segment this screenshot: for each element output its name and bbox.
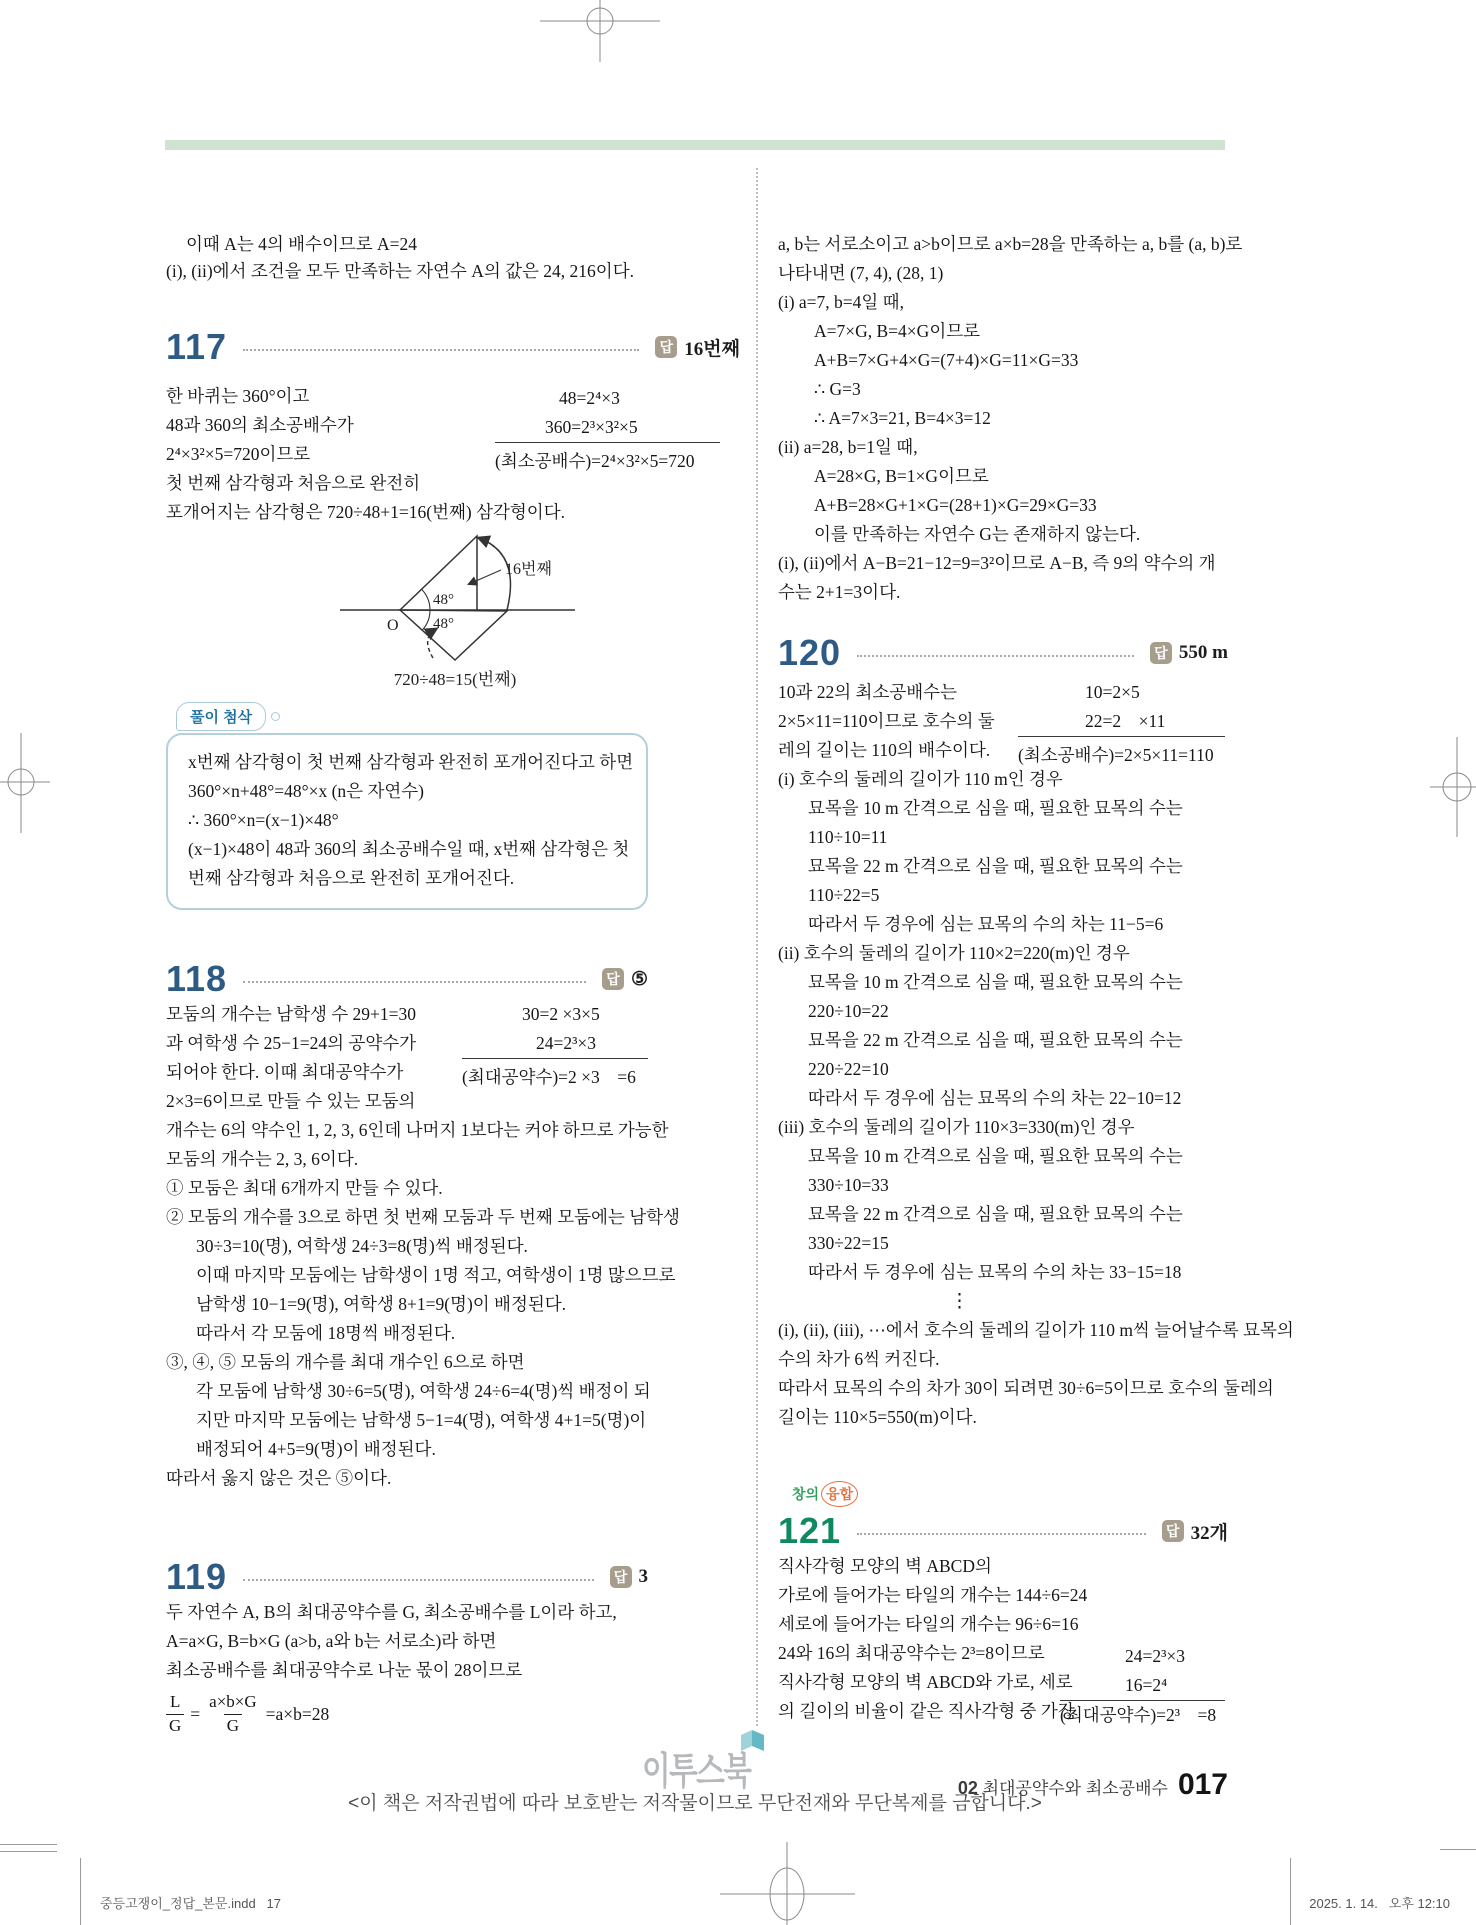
problem-number: 119 bbox=[166, 1556, 228, 1597]
text-line: (i) 호수의 둘레의 길이가 110 m인 경우 bbox=[778, 769, 1063, 789]
text-line: ① 모둠은 최대 6개까지 만들 수 있다. bbox=[166, 1178, 443, 1198]
text-line: 따라서 묘목의 수의 차가 30이 되려면 30÷6=5이므로 호수의 둘레의 bbox=[778, 1378, 1274, 1398]
crop-line-bottom-left-1 bbox=[0, 1844, 57, 1845]
vertical-ellipsis: ⋮ bbox=[950, 1291, 969, 1312]
fraction: $\frac{L}{G}$ bbox=[166, 1691, 184, 1736]
text-line: A+B=7×G+4×G=(7+4)×G=11×G=33 bbox=[814, 350, 1079, 370]
panel-line: 48=2⁴×3 bbox=[559, 388, 620, 408]
diagram-origin-label: O bbox=[387, 617, 399, 634]
answer-badge-icon: 답 bbox=[610, 1566, 632, 1588]
text-line: 330÷10=33 bbox=[808, 1175, 889, 1195]
answer bbox=[1162, 1518, 1228, 1545]
fraction-equation bbox=[166, 1685, 648, 1743]
text-line: 2×3=6이므로 만들 수 있는 모둠의 bbox=[166, 1091, 416, 1111]
text-line: (i), (ii)에서 조건을 모두 만족하는 자연수 A의 값은 24, 216이다. bbox=[166, 261, 634, 281]
text-line: 수의 차가 6씩 커진다. bbox=[778, 1349, 940, 1369]
answer-badge-icon: 답 bbox=[1150, 642, 1172, 664]
answer-text: 32개 bbox=[1190, 1522, 1228, 1544]
panel-line: 22=2 ×11 bbox=[1018, 707, 1225, 737]
text-line: 의 길이의 비율이 같은 직사각형 중 가장 bbox=[778, 1701, 1075, 1721]
creative-label: 창의 bbox=[792, 1486, 820, 1502]
problem-120-header bbox=[778, 632, 1228, 674]
text-line: 직사각형 모양의 벽 ABCD와 가로, 세로 bbox=[778, 1672, 1073, 1692]
text-line: 과 여학생 수 25−1=24의 공약수가 bbox=[166, 1033, 417, 1053]
problem-119-solution bbox=[166, 1598, 648, 1743]
text-line: ② 모둠의 개수를 3으로 하면 첫 번째 모둠과 두 번째 모둠에는 남학생 bbox=[166, 1207, 680, 1227]
text-line: 수는 2+1=3이다. bbox=[778, 582, 901, 602]
answer-text: ⑤ bbox=[630, 968, 648, 990]
text-line: a, b는 서로소이고 a>b이므로 a×b=28을 만족하는 a, b를 (a, b)로 bbox=[778, 234, 1243, 254]
problem-117-header bbox=[166, 326, 740, 368]
print-timestamp: 2025. 1. 14. 오후 12:10 bbox=[1309, 1896, 1450, 1911]
text-line: 따라서 각 모둠에 18명씩 배정된다. bbox=[196, 1323, 456, 1343]
note-tab bbox=[176, 702, 280, 731]
copyright-notice: <이 책은 저작권법에 따라 보호받는 저작물이므로 무단전재와 무단복제를 금합니다.> bbox=[348, 1793, 1042, 1814]
crop-line-bottom-right bbox=[1440, 1849, 1476, 1850]
factorization-panel-117 bbox=[495, 384, 720, 476]
text-line: 따라서 두 경우에 심는 묘목의 수의 차는 22−10=12 bbox=[808, 1088, 1182, 1108]
text-line: 포개어지는 삼각형은 720÷48+1=16(번째) 삼각형이다. bbox=[166, 502, 565, 522]
note-line: 360°×n+48°=48°×x (n은 자연수) bbox=[188, 781, 424, 801]
note-tab-dot bbox=[271, 712, 280, 721]
text-line: 따라서 두 경우에 심는 묘목의 수의 차는 33−15=18 bbox=[808, 1262, 1182, 1282]
equation-tail: =a×b=28 bbox=[265, 1703, 330, 1724]
problem-120-solution bbox=[778, 678, 1294, 1432]
text-line: 레의 길이는 110의 배수이다. bbox=[778, 740, 991, 760]
text-line: 이를 만족하는 자연수 G는 존재하지 않는다. bbox=[814, 524, 1141, 544]
note-box bbox=[166, 733, 648, 910]
text-line: 220÷22=10 bbox=[808, 1059, 889, 1079]
problem-number: 117 bbox=[166, 326, 228, 367]
answer bbox=[655, 334, 740, 361]
text-line: 길이는 110×5=550(m)이다. bbox=[778, 1407, 977, 1427]
text-line: 개수는 6의 약수인 1, 2, 3, 6인데 나머지 1보다는 커야 하므로 가능한 bbox=[166, 1120, 669, 1140]
note-line: ∴ 360°×n=(x−1)×48° bbox=[188, 810, 339, 830]
panel-line: (최소공배수)=2×5×11=110 bbox=[1018, 745, 1214, 765]
text-line: 따라서 옳지 않은 것은 ⑤이다. bbox=[166, 1468, 392, 1488]
text-line: 24와 16의 최대공약수는 2³=8이므로 bbox=[778, 1643, 1045, 1663]
crop-tick-bl bbox=[80, 1858, 81, 1925]
equals-sign: = bbox=[190, 1703, 201, 1724]
section-title: 최대공약수와 최소공배수 bbox=[977, 1779, 1168, 1798]
note-line: (x−1)×48이 48과 360의 최소공배수일 때, x번째 삼각형은 첫 bbox=[188, 839, 630, 859]
text-line: 묘목을 10 m 간격으로 심을 때, 필요한 묘목의 수는 bbox=[808, 972, 1183, 992]
answer bbox=[610, 1566, 649, 1588]
text-line: 한 바퀴는 360°이고 bbox=[166, 386, 310, 406]
text-line: (ii) 호수의 둘레의 길이가 110×2=220(m)인 경우 bbox=[778, 943, 1130, 963]
answer-badge-icon: 답 bbox=[655, 336, 677, 358]
text-line: 묘목을 10 m 간격으로 심을 때, 필요한 묘목의 수는 bbox=[808, 1146, 1183, 1166]
text-line: 220÷10=22 bbox=[808, 1001, 889, 1021]
text-line: 330÷22=15 bbox=[808, 1233, 889, 1253]
answer bbox=[602, 968, 648, 991]
text-line: 직사각형 모양의 벽 ABCD의 bbox=[778, 1556, 992, 1576]
problem-119-continuation bbox=[778, 230, 1243, 607]
dotted-leader bbox=[243, 981, 586, 983]
text-line: A=a×G, B=b×G (a>b, a와 b는 서로소)라 하면 bbox=[166, 1631, 497, 1651]
text-line: 지만 마지막 모둠에는 남학생 5−1=4(명), 여학생 4+1=5(명)이 bbox=[196, 1410, 647, 1430]
diagram-label-nth: 16번째 bbox=[505, 561, 552, 578]
problem-119-header bbox=[166, 1556, 648, 1598]
text-line: (i) a=7, b=4일 때, bbox=[778, 292, 904, 312]
panel-line: 30=2 ×3×5 bbox=[522, 1004, 600, 1024]
answer-text: 3 bbox=[638, 1566, 648, 1587]
text-line: (iii) 호수의 둘레의 길이가 110×3=330(m)인 경우 bbox=[778, 1117, 1135, 1137]
publisher-logo bbox=[642, 1740, 781, 1795]
crop-line-bottom-left-2 bbox=[0, 1851, 57, 1852]
text-line: 모둠의 개수는 2, 3, 6이다. bbox=[166, 1149, 359, 1169]
dotted-leader bbox=[243, 349, 639, 351]
factorization-panel-118 bbox=[462, 1000, 648, 1092]
text-line: 가로에 들어가는 타일의 개수는 144÷6=24 bbox=[778, 1585, 1088, 1605]
publisher-logo-text: 이투스북 bbox=[642, 1751, 751, 1793]
text-line: 묘목을 22 m 간격으로 심을 때, 필요한 묘목의 수는 bbox=[808, 856, 1183, 876]
problem-121-header bbox=[778, 1510, 1228, 1552]
note-tab-label: 풀이 첨삭 bbox=[176, 702, 266, 731]
factorization-panel-121 bbox=[1060, 1642, 1225, 1730]
panel-line: 24=2³×3 bbox=[462, 1029, 648, 1059]
answer-text: 16번째 bbox=[684, 338, 740, 360]
text-line: 모둠의 개수는 남학생 수 29+1=30 bbox=[166, 1004, 417, 1024]
panel-line: (최대공약수)=2 ×3 =6 bbox=[462, 1067, 636, 1087]
panel-line: 24=2³×3 bbox=[1125, 1646, 1185, 1666]
creative-fusion-badge bbox=[792, 1481, 858, 1507]
panel-line: 360=2³×3²×5 bbox=[495, 413, 720, 443]
text-line: 2⁴×3²×5=720이므로 bbox=[166, 444, 311, 464]
text-line: 세로에 들어가는 타일의 개수는 96÷6=16 bbox=[778, 1614, 1079, 1634]
text-line: 첫 번째 삼각형과 처음으로 완전히 bbox=[166, 473, 421, 493]
text-line: 나타내면 (7, 4), (28, 1) bbox=[778, 263, 944, 283]
crop-mark-top bbox=[540, 0, 660, 62]
panel-line: (최대공약수)=2³ =8 bbox=[1060, 1705, 1217, 1725]
note-line: x번째 삼각형이 첫 번째 삼각형과 완전히 포개어진다고 하면 bbox=[188, 752, 634, 772]
diagram-angle-top: 48° bbox=[433, 592, 454, 608]
text-line: A=7×G, B=4×G이므로 bbox=[814, 321, 981, 341]
dotted-leader bbox=[857, 1533, 1146, 1535]
text-line: A=28×G, B=1×G이므로 bbox=[814, 466, 989, 486]
text-line: 묘목을 22 m 간격으로 심을 때, 필요한 묘목의 수는 bbox=[808, 1204, 1183, 1224]
text-line: 두 자연수 A, B의 최대공약수를 G, 최소공배수를 L이라 하고, bbox=[166, 1602, 617, 1622]
problem-number: 121 bbox=[778, 1510, 842, 1551]
dotted-leader bbox=[857, 655, 1134, 657]
text-line: 따라서 두 경우에 심는 묘목의 수의 차는 11−5=6 bbox=[808, 914, 1164, 934]
section-number: 02 bbox=[957, 1778, 978, 1798]
text-line: (ii) a=28, b=1일 때, bbox=[778, 437, 918, 457]
crop-tick-br bbox=[1290, 1858, 1291, 1925]
text-line: A+B=28×G+1×G=(28+1)×G=29×G=33 bbox=[814, 495, 1097, 515]
answer-badge-icon: 답 bbox=[602, 968, 624, 990]
top-green-bar bbox=[165, 140, 1225, 150]
crop-mark-right bbox=[1430, 737, 1476, 837]
text-line: ∴ A=7×3=21, B=4×3=12 bbox=[814, 408, 991, 428]
text-line: 30÷3=10(명), 여학생 24÷3=8(명)씩 배정된다. bbox=[196, 1236, 528, 1256]
column-divider bbox=[756, 168, 758, 1726]
text-line: 10과 22의 최소공배수는 bbox=[778, 682, 957, 702]
text-line: 2×5×11=110이므로 호수의 둘 bbox=[778, 711, 995, 731]
problem-number: 118 bbox=[166, 958, 228, 999]
dotted-leader bbox=[243, 1579, 593, 1581]
text-line: ③, ④, ⑤ 모둠의 개수를 최대 개수인 6으로 하면 bbox=[166, 1352, 525, 1372]
text-line: 묘목을 22 m 간격으로 심을 때, 필요한 묘목의 수는 bbox=[808, 1030, 1183, 1050]
text-line: 되어야 한다. 이때 최대공약수가 bbox=[166, 1062, 404, 1082]
text-line: 이때 마지막 모둠에는 남학생이 1명 적고, 여학생이 1명 많으므로 bbox=[196, 1265, 676, 1285]
problem-number: 120 bbox=[778, 632, 842, 673]
text-line: ∴ G=3 bbox=[814, 379, 861, 399]
crop-mark-bottom bbox=[715, 1842, 860, 1925]
triangle-diagram bbox=[335, 532, 580, 697]
text-line: 110÷22=5 bbox=[808, 885, 880, 905]
panel-line: 16=2⁴ bbox=[1060, 1671, 1225, 1701]
page-number: 017 bbox=[1177, 1768, 1228, 1801]
book-icon bbox=[738, 1728, 768, 1754]
text-line: 남학생 10−1=9(명), 여학생 8+1=9(명)이 배정된다. bbox=[196, 1294, 567, 1314]
text-line: 최소공배수를 최대공약수로 나눈 몫이 28이므로 bbox=[166, 1660, 523, 1680]
note-line: 번째 삼각형과 처음으로 완전히 포개어진다. bbox=[188, 868, 515, 888]
text-line: 묘목을 10 m 간격으로 심을 때, 필요한 묘목의 수는 bbox=[808, 798, 1183, 818]
answer bbox=[1150, 642, 1228, 664]
text-line: 각 모둠에 남학생 30÷6=5(명), 여학생 24÷6=4(명)씩 배정이 되 bbox=[196, 1381, 651, 1401]
answer-text: 550 m bbox=[1178, 642, 1228, 663]
answer-badge-icon: 답 bbox=[1162, 1520, 1184, 1542]
text-line: (i), (ii), (iii), ⋯에서 호수의 둘레의 길이가 110 m씩 늘어날수록 묘목의 bbox=[778, 1320, 1294, 1340]
fraction: $\frac{a\times b\times G}{G}$ bbox=[206, 1691, 260, 1736]
diagram-angle-bottom: 48° bbox=[433, 616, 454, 632]
diagram-caption: 720÷48=15(번째) bbox=[393, 670, 517, 689]
text-line: (i), (ii)에서 A−B=21−12=9=3²이므로 A−B, 즉 9의 약수의 개 bbox=[778, 553, 1216, 573]
text-line: 48과 360의 최소공배수가 bbox=[166, 415, 354, 435]
text-line: 배정되어 4+5=9(명)이 배정된다. bbox=[196, 1439, 436, 1459]
panel-line: (최소공배수)=2⁴×3²×5=720 bbox=[495, 451, 695, 471]
intro-continuation bbox=[166, 231, 648, 285]
print-filename: 중등고쟁이_정답_본문.indd 17 bbox=[100, 1896, 281, 1911]
text-line: 110÷10=11 bbox=[808, 827, 888, 847]
panel-line: 10=2×5 bbox=[1085, 682, 1140, 702]
crop-mark-left bbox=[0, 733, 50, 833]
problem-118-header bbox=[166, 958, 648, 1000]
text-line: 이때 A는 4의 배수이므로 A=24 bbox=[186, 234, 418, 254]
factorization-panel-120 bbox=[1018, 678, 1225, 770]
fusion-label: 융합 bbox=[821, 1481, 858, 1507]
